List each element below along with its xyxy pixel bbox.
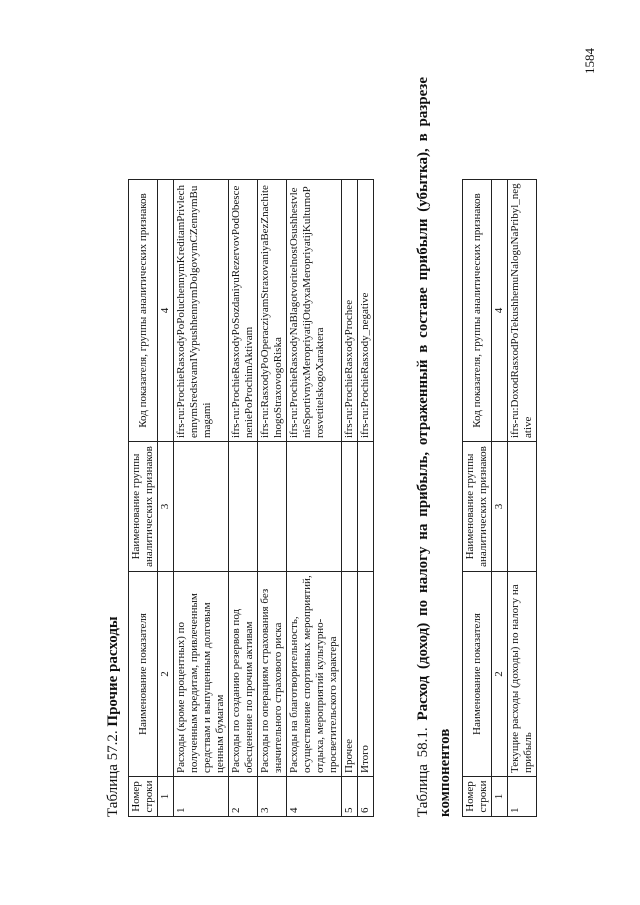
table1-header-cell: Код показателя, группы аналитических признаков	[129, 180, 158, 442]
row-name: Текущие расходы (доходы) по налогу на прибыль	[508, 572, 537, 777]
table1-caption-prefix: Таблица 57.2.	[105, 730, 121, 817]
table-row	[287, 180, 342, 817]
page-number: 1584	[582, 48, 597, 74]
row-code: ifrs-ru:DoxodRasxodPoTekushhemuNaloguNaPribyl_negative	[508, 180, 537, 442]
row-name: Расходы на благотворительность, осуществление спортивных мероприятий, отдыха, мероприятий культурно-просветительского характера	[287, 572, 342, 777]
table2-column-number: 4	[492, 180, 508, 442]
table-row	[342, 180, 358, 817]
table1-caption-title: Прочие расходы	[105, 616, 121, 727]
table-row	[508, 180, 537, 817]
table2-column-number: 2	[492, 572, 508, 777]
table2-column-number: 3	[492, 442, 508, 572]
table1	[128, 179, 374, 817]
table1-column-number: 2	[158, 572, 174, 777]
row-code: ifrs-ru:ProchieRasxodyNaBlagotvoritelnostOsushhestvlenieSportivnyxMeropriyatijOtdyxaMeropriyatijKulturnoProsvetitelskogoXaraktera	[287, 180, 342, 442]
table1-column-number: 1	[158, 777, 174, 817]
table1-caption	[102, 616, 124, 817]
table-row	[174, 180, 229, 817]
table2-column-number: 1	[492, 777, 508, 817]
row-group	[508, 442, 537, 572]
table2-caption-prefix: Таблица 58.1.	[415, 727, 431, 817]
row-group	[358, 442, 374, 572]
row-number: 6	[358, 777, 374, 817]
row-name: Расходы по операциям страхования без значительного страхового риска	[258, 572, 287, 777]
table2-caption	[412, 77, 456, 817]
row-code: ifrs-ru:RasxodyPoOperacziyamStraxovaniyaBezZnachitelnogoStraxovogoRiska	[258, 180, 287, 442]
table1-header-cell: Номер строки	[129, 777, 158, 817]
row-group	[229, 442, 258, 572]
table1-column-number: 4	[158, 180, 174, 442]
table-row	[258, 180, 287, 817]
table-row	[229, 180, 258, 817]
row-code: ifrs-ru:ProchieRasxodyPoPoluchennymKreditamPrivlechennymSredstvamIVypushhennymDolgovymCZennymBumagami	[174, 180, 229, 442]
row-code: ifrs-ru:ProchieRasxodyProchee	[342, 180, 358, 442]
row-number: 1	[508, 777, 537, 817]
table2-header-cell: Номер строки	[463, 777, 492, 817]
row-code: ifrs-ru:ProchieRasxody_negative	[358, 180, 374, 442]
table2-header-cell: Наименование группы аналитических признаков	[463, 442, 492, 572]
table2-header-cell: Наименование показателя	[463, 572, 492, 777]
row-number: 5	[342, 777, 358, 817]
row-group	[287, 442, 342, 572]
table2-header-cell: Код показателя, группы аналитических признаков	[463, 180, 492, 442]
row-number: 1	[174, 777, 229, 817]
table2-caption-title: Расход (доход) по налогу на прибыль, отраженный в составе прибыли (убытка), в разрезе компонентов	[415, 77, 453, 817]
row-group	[258, 442, 287, 572]
row-name: Итого	[358, 572, 374, 777]
table1-column-number: 3	[158, 442, 174, 572]
row-group	[174, 442, 229, 572]
row-name: Расходы (кроме процентных) по полученным кредитам, привлеченным средствам и выпущенным долговым ценным бумагам	[174, 572, 229, 777]
row-group	[342, 442, 358, 572]
row-number: 3	[258, 777, 287, 817]
row-number: 2	[229, 777, 258, 817]
row-name: Расходы по созданию резервов под обесценение по прочим активам	[229, 572, 258, 777]
row-name: Прочее	[342, 572, 358, 777]
row-code: ifrs-ru:ProchieRasxodyPoSozdaniyuRezervovPodObesceneniePoProchimAktivam	[229, 180, 258, 442]
table1-header-cell: Наименование группы аналитических признаков	[129, 442, 158, 572]
table2	[462, 179, 537, 817]
row-number: 4	[287, 777, 342, 817]
table1-header-cell: Наименование показателя	[129, 572, 158, 777]
table-row	[358, 180, 374, 817]
